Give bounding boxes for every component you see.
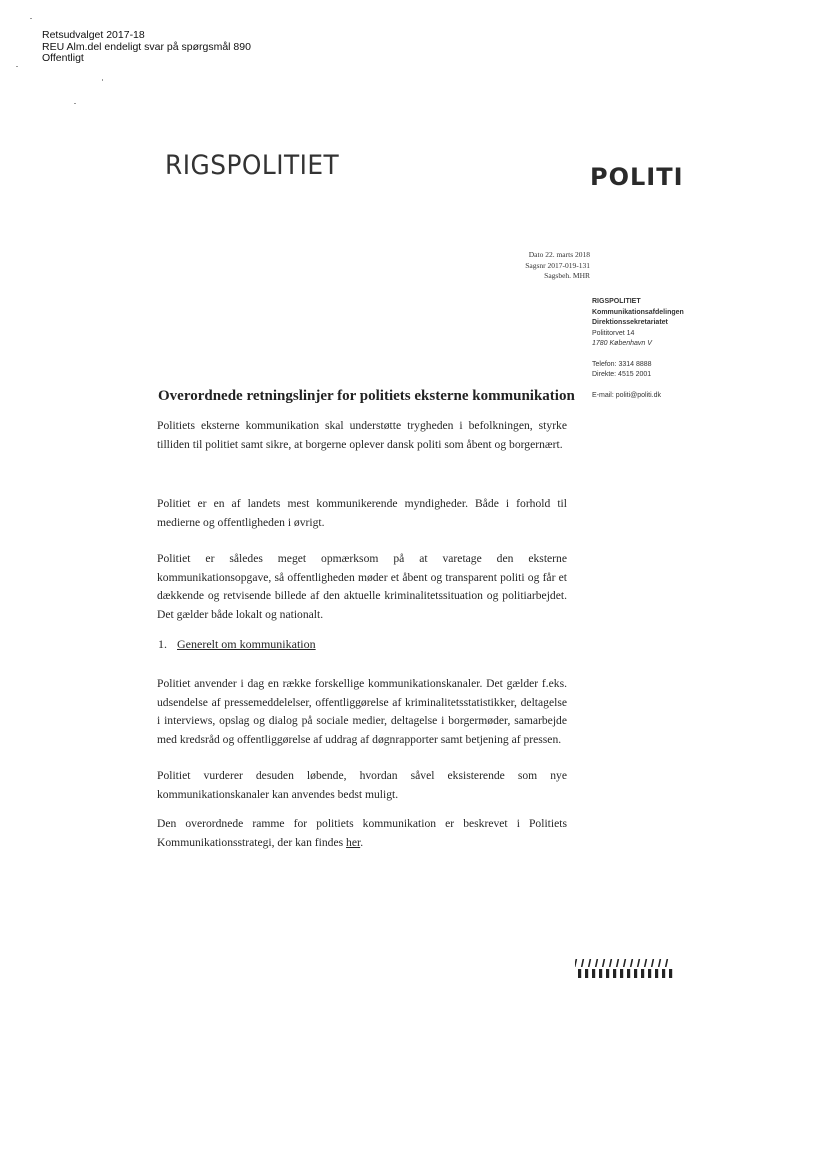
contact-secretariat: Direktionssekretariatet (592, 319, 668, 326)
paragraph-3: Politiet er således meget opmærksom på at varetage den eksterne kommunikationsopgave, så offentligheden møder et åbent og transparent politi og får et dækkende og retvisende billede af den aktuelle kriminalitetssituation og politiarbejdet. Det gælder både lokalt og nationalt. (157, 552, 567, 621)
scan-speck (30, 18, 32, 19)
section-title: Generelt om kommunikation (177, 637, 316, 651)
paragraph-6-end: . (360, 835, 364, 849)
contact-direct: Direkte: 4515 2001 (592, 371, 652, 378)
paragraph-1: Politiets eksterne kommunikation skal understøtte trygheden i befolkningen, styrke tilliden til politiet samt sikre, at borgerne oplever dansk politi som åbent og borgernært. (157, 419, 567, 451)
politi-logo: POLITI (590, 163, 684, 191)
org-title: RIGSPOLITIET (165, 150, 340, 181)
barcode-graphic (575, 957, 677, 979)
contact-org: RIGSPOLITIET (592, 298, 641, 305)
meta-handler: Sagsbeh. MHR (544, 271, 590, 280)
meta-date: Dato 22. marts 2018 (528, 250, 590, 259)
section-number: 1. (158, 637, 167, 651)
meta-case-number: Sagsnr 2017-019-131 (525, 260, 590, 270)
paragraph-6 (157, 815, 567, 852)
scan-speck (16, 66, 18, 67)
contact-email: E-mail: politi@politi.dk (592, 391, 661, 399)
contact-block (592, 297, 752, 401)
contact-city: 1780 København V (592, 340, 652, 347)
section-heading (158, 637, 316, 652)
document-meta (440, 250, 590, 282)
header-committee: Retsudvalget 2017-18 (42, 29, 145, 41)
scan-speck (74, 103, 76, 104)
document-header-block (42, 30, 251, 65)
header-status: Offentligt (42, 52, 84, 64)
document-heading: Overordnede retningslinjer for politiets eksterne kommunikation (158, 388, 575, 404)
paragraph-6-text: Den overordnede ramme for politiets kommunikation er beskrevet i Politiets Kommunikationsstrategi, der kan findes (157, 817, 567, 849)
contact-phone: Telefon: 3314 8888 (592, 360, 652, 368)
scan-speck (102, 79, 103, 81)
contact-department: Kommunikationsafdelingen (592, 308, 684, 316)
header-reference: REU Alm.del endeligt svar på spørgsmål 890 (42, 40, 251, 53)
paragraph-2: Politiet er en af landets mest kommunikerende myndigheder. Både i forhold til medierne og offentligheden i øvrigt. (157, 497, 567, 529)
paragraph-5: Politiet vurderer desuden løbende, hvordan såvel eksisterende som nye kommunikationskanaler kan anvendes bedst muligt. (157, 769, 567, 801)
paragraph-4: Politiet anvender i dag en række forskellige kommunikationskanaler. Det gælder f.eks. udsendelse af pressemeddelelser, offentliggørelse af kriminalitetsstatistikker, deltagelse i interviews, opslag og dialog på sociale medier, deltagelse i borgermøder, samarbejde med kredsråd og offentliggørelse af uddrag af døgnrapporter samt betjening af pressen. (157, 677, 567, 746)
contact-street: Polititorvet 14 (592, 329, 635, 337)
strategy-link[interactable]: her (346, 835, 361, 849)
